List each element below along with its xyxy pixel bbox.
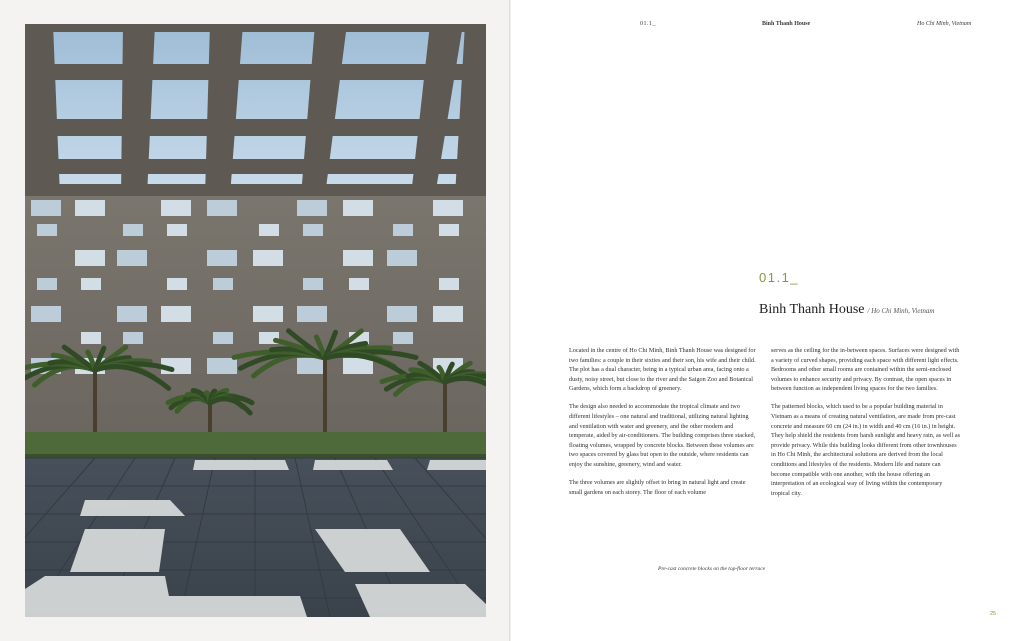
right-page bbox=[511, 0, 1020, 641]
body-paragraph: The three volumes are slightly offset to bring in natural light and create small gardens on each storey. The floor of each volume bbox=[569, 479, 746, 496]
body-paragraph: The patterned blocks, which used to be a popular building material in Vietnam as a means of creating natural ventilation, are made from pre-cast concrete and measure 60 cm (24 in.) in width and 40 cm (16 in.) in height. They help shield the residents from harsh sunlight and heavy rain, as well as provide privacy. While this building looks different from other townhouses in Ho Chi Minh, the architectural solutions are derived from the local conditions and lifestyles of the residents. Modern life and nature can become compatible with one another, with the house offering an interpretation of an ecological way of living within the contemporary tropical city. bbox=[771, 403, 961, 497]
terrace-photo bbox=[25, 24, 486, 617]
body-column-right bbox=[771, 346, 961, 507]
title-line bbox=[759, 300, 934, 318]
running-head-title: Binh Thanh House bbox=[762, 21, 811, 27]
body-paragraph: Located in the centre of Ho Chi Minh, Binh Thanh House was designed for two families: a couple in their sixties and their son, his wife and their child. The plot has a dual character, being in a typical urban area, facing onto a dusty, noisy street, but close to the river and the Saigon Zoo and Botanical Gardens, which form a backdrop of greenery. bbox=[569, 347, 756, 393]
project-title: Binh Thanh House bbox=[759, 302, 865, 317]
section-number: 01.1_ bbox=[759, 270, 800, 285]
body-column-left bbox=[569, 346, 759, 506]
running-head-section: 01.1_ bbox=[640, 21, 656, 27]
photo-caption: Pre-cast concrete blocks on the top-floor terrace bbox=[658, 566, 766, 572]
body-paragraph: serves as the ceiling for the in-between spaces. Surfaces were designed with a variety of curved shapes, providing each space with different light effects. Bedrooms and other small rooms are contained within the semi-enclosed volumes to enhance security and privacy. By contrast, the open spaces in between function as independent living spaces for the two families. bbox=[771, 347, 960, 393]
page-number: 25 bbox=[990, 611, 997, 617]
body-paragraph: The design also needed to accommodate the tropical climate and two different lifestyles – one natural and traditional, utilizing natural lighting and ventilation with water and greenery, and the other modern and temperate, aided by air-conditioners. The building comprises three stacked, floating volumes, wrapped by concrete blocks. Between these volumes are two spaces covered by glass but open to the outside, where residents can enjoy the sunshine, greenery, wind and water. bbox=[569, 403, 756, 469]
project-location: / Ho Chi Minh, Vietnam bbox=[867, 307, 935, 315]
running-head-place: Ho Chi Minh, Vietnam bbox=[917, 21, 972, 27]
